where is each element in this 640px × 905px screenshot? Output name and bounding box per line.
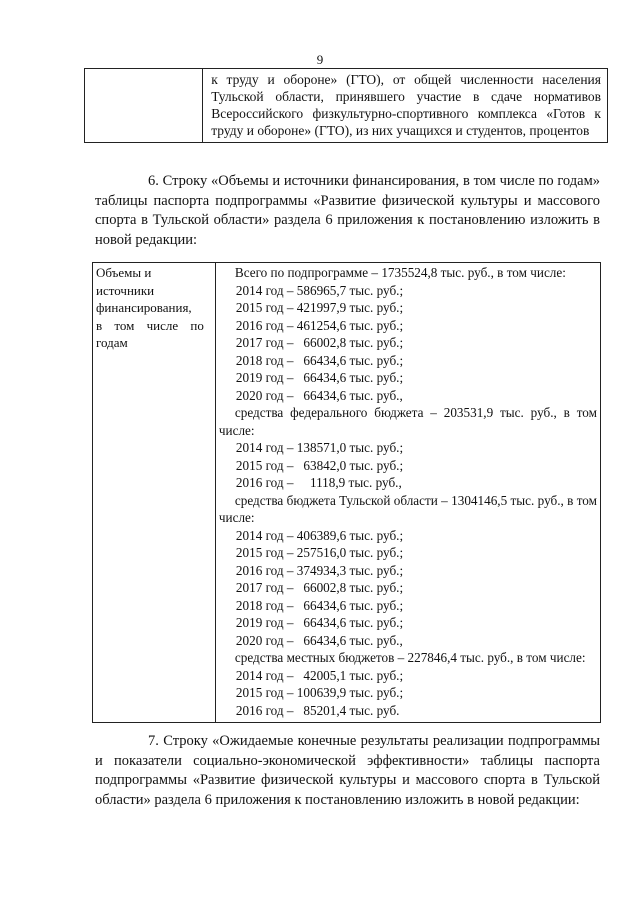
local-year-2014: 2014 год – 42005,1 тыс. руб.; (235, 667, 404, 683)
regional-year-2017: 2017 год – 66002,8 тыс. руб.; (235, 580, 404, 595)
previous-table-fragment (84, 68, 608, 143)
total-funding: Всего по подпрограмме – 1735524,8 тыс. руб., в том числе: (234, 265, 566, 280)
total-year-2020: 2020 год – 66434,6 тыс. руб., (235, 387, 403, 403)
federal-year-2015: 2015 год – 63842,0 тыс. руб.; (235, 457, 404, 473)
total-year-2017: 2017 год – 66002,8 тыс. руб.; (235, 335, 404, 350)
regional-year-2018: 2018 год – 66434,6 тыс. руб.; (235, 597, 404, 613)
federal-year-2016: 2016 год – 1118,9 тыс. руб., (235, 475, 402, 490)
federal-budget-funding: средства федерального бюджета – 203531,9 тыс. руб., в том числе: (218, 405, 597, 438)
regional-year-2016: 2016 год – 374934,3 тыс. руб.; (235, 562, 404, 578)
indicator-text-cell: к труду и обороне» (ГТО), от общей численности населения Тульской области, принявшего участие в сдаче нормативов Всероссийского физкультурно-спортивного комплекса «Готов к труду и обороне» (ГТО), из них учащихся и студентов, процентов (203, 69, 608, 143)
federal-year-2014: 2014 год – 138571,0 тыс. руб.; (235, 440, 404, 455)
regional-year-2019: 2019 год – 66434,6 тыс. руб.; (235, 615, 404, 630)
label-line: финансирования, (96, 300, 192, 315)
label-line: Объемы и (96, 265, 152, 280)
paragraph-6-text: 6. Строку «Объемы и источники финансирования, в том числе по годам» таблицы паспорта подпрограммы «Развитие физической культуры и массового спорта в Тульской области» раздела 6 приложения к постановлению изложить в новой редакции: (95, 173, 600, 248)
local-year-2016: 2016 год – 85201,4 тыс. руб. (235, 702, 400, 718)
total-year-2016: 2016 год – 461254,6 тыс. руб.; (235, 317, 404, 333)
funding-table (92, 262, 601, 723)
regional-year-2015: 2015 год – 257516,0 тыс. руб.; (235, 545, 404, 560)
total-year-2019: 2019 год – 66434,6 тыс. руб.; (235, 370, 404, 385)
regional-year-2020: 2020 год – 66434,6 тыс. руб., (235, 632, 403, 648)
local-budget-funding: средства местных бюджетов – 227846,4 тыс. руб., в том числе: (234, 650, 586, 665)
label-line: годам (96, 335, 128, 350)
label-line: в том числе по (96, 317, 204, 333)
total-year-2014: 2014 год – 586965,7 тыс. руб.; (235, 282, 404, 298)
paragraph-7-text: 7. Строку «Ожидаемые конечные результаты реализации подпрограммы и показатели социально-экономической эффективности» таблицы паспорта подпрограммы «Развитие физической культуры и массового спорта в Тульской области» раздела 6 приложения к постановлению изложить в новой редакции: (95, 733, 600, 808)
paragraph-6 (95, 172, 600, 250)
funding-values-cell (215, 263, 600, 723)
page-number: 9 (316, 52, 324, 67)
regional-year-2014: 2014 год – 406389,6 тыс. руб.; (235, 527, 404, 543)
total-year-2015: 2015 год – 421997,9 тыс. руб.; (235, 300, 404, 315)
local-year-2015: 2015 год – 100639,9 тыс. руб.; (235, 685, 404, 700)
label-line: источники (96, 282, 155, 298)
funding-label-cell (93, 263, 216, 723)
total-year-2018: 2018 год – 66434,6 тыс. руб.; (235, 352, 404, 368)
empty-label-cell (85, 69, 203, 143)
regional-budget-funding: средства бюджета Тульской области – 1304146,5 тыс. руб., в том числе: (218, 492, 597, 525)
paragraph-7 (95, 732, 600, 810)
